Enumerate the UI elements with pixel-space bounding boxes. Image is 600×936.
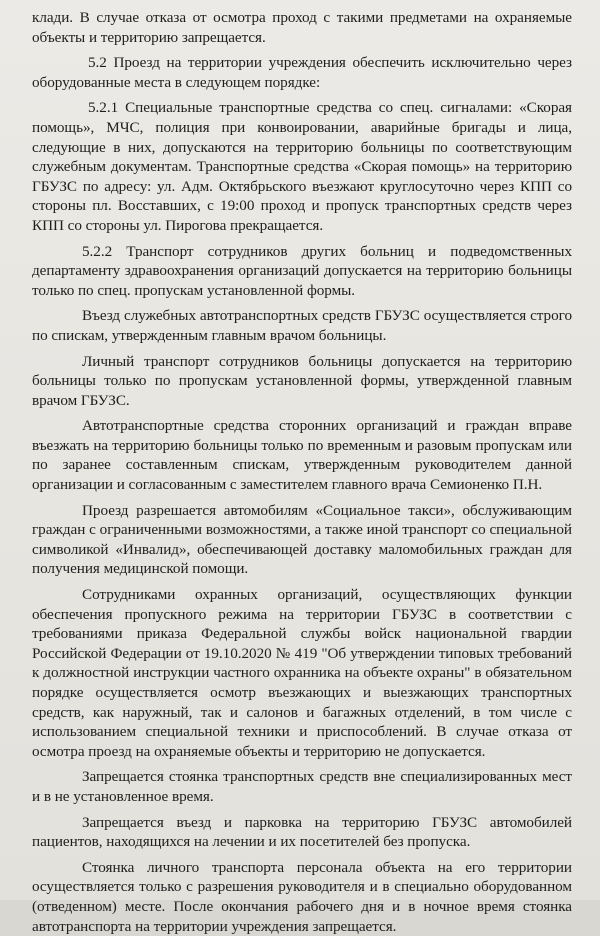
paragraph-staff-parking: Стоянка личного транспорта персонала объекта на его территории осуществляется только с разрешения руководителя и в специально оборудованном (отведенном) месте. После окончания рабочего дня и в ночное время стоянка автотранспорта на территории учреждения запрещается.: [32, 858, 572, 935]
paragraph-security-inspection: Сотрудниками охранных организаций, осуществляющих функции обеспечения пропускного режима на территории ГБУЗС в соответствии с требованиями приказа Федеральной службы войск национальной гвардии Российской Федерации от 19.10.2020 № 419 "Об утверждении типовых требований к должностной инструкции частного охранника на объекте охраны" в обязательном порядке осуществляется осмотр въезжающих и выезжающих транспортных средств, как наружный, так и салонов и багажных отделений, в том числе с использованием специальной техники и приспособлений. В случае отказа от осмотра проезд на охраняемые объекты и территорию не допускается.: [32, 586, 572, 760]
document-body: [32, 8, 572, 936]
paragraph-parking-ban: Запрещается стоянка транспортных средств вне специализированных мест и в не установленное время.: [32, 768, 572, 805]
paragraph-social-taxi: Проезд разрешается автомобилям «Социальное такси», обслуживающим граждан с ограниченными возможностями, а также иной транспорт со специальной символикой «Инвалид», обеспечивающей доставку маломобильных граждан для получения медицинской помощи.: [32, 501, 572, 578]
paragraph-staff-vehicles: Личный транспорт сотрудников больницы допускается на территорию больницы только по пропускам установленной формы, утвержденной главным врачом ГБУЗС.: [32, 352, 572, 409]
paragraph-5-2: 5.2 Проезд на территории учреждения обеспечить исключительно через оборудованные места в следующем порядке:: [32, 54, 572, 91]
paragraph-inspection-refusal: клади. В случае отказа от осмотра проход с такими предметами на охраняемые объекты и территорию запрещается.: [32, 9, 572, 46]
paragraph-5-2-1: 5.2.1 Специальные транспортные средства со спец. сигналами: «Скорая помощь», МЧС, полиция при конвоировании, аварийные бригады и лица, следующие в них, допускаются на территорию больницы по соответствующим служебным документам. Транспортные средства «Скорая помощь» на территорию ГБУЗС по адресу: ул. Адм. Октябрьского въезжают круглосуточно через КПП со стороны пл. Восставших, с 19:00 проход и пропуск транспортных средств через КПП со стороны ул. Пирогова прекращается.: [32, 99, 572, 234]
paragraph-service-vehicles: Въезд служебных автотранспортных средств ГБУЗС осуществляется строго по спискам, утвержденным главным врачом больницы.: [32, 307, 572, 344]
paragraph-third-party-vehicles: Автотранспортные средства сторонних организаций и граждан вправе въезжать на территорию больницы только по временным и разовым пропускам или по заранее составленным спискам, утвержденным руководителем данной организации и согласованным с заместителем главного врача Семионенко П.Н.: [32, 417, 572, 494]
paragraph-5-2-2: 5.2.2 Транспорт сотрудников других больниц и подведомственных департаменту здравоохранения организаций допускается на территорию больницы только по спец. пропускам установленной формы.: [32, 242, 572, 299]
paragraph-patient-vehicles: Запрещается въезд и парковка на территорию ГБУЗС автомобилей пациентов, находящихся на лечении и их посетителей без пропуска.: [32, 813, 572, 851]
